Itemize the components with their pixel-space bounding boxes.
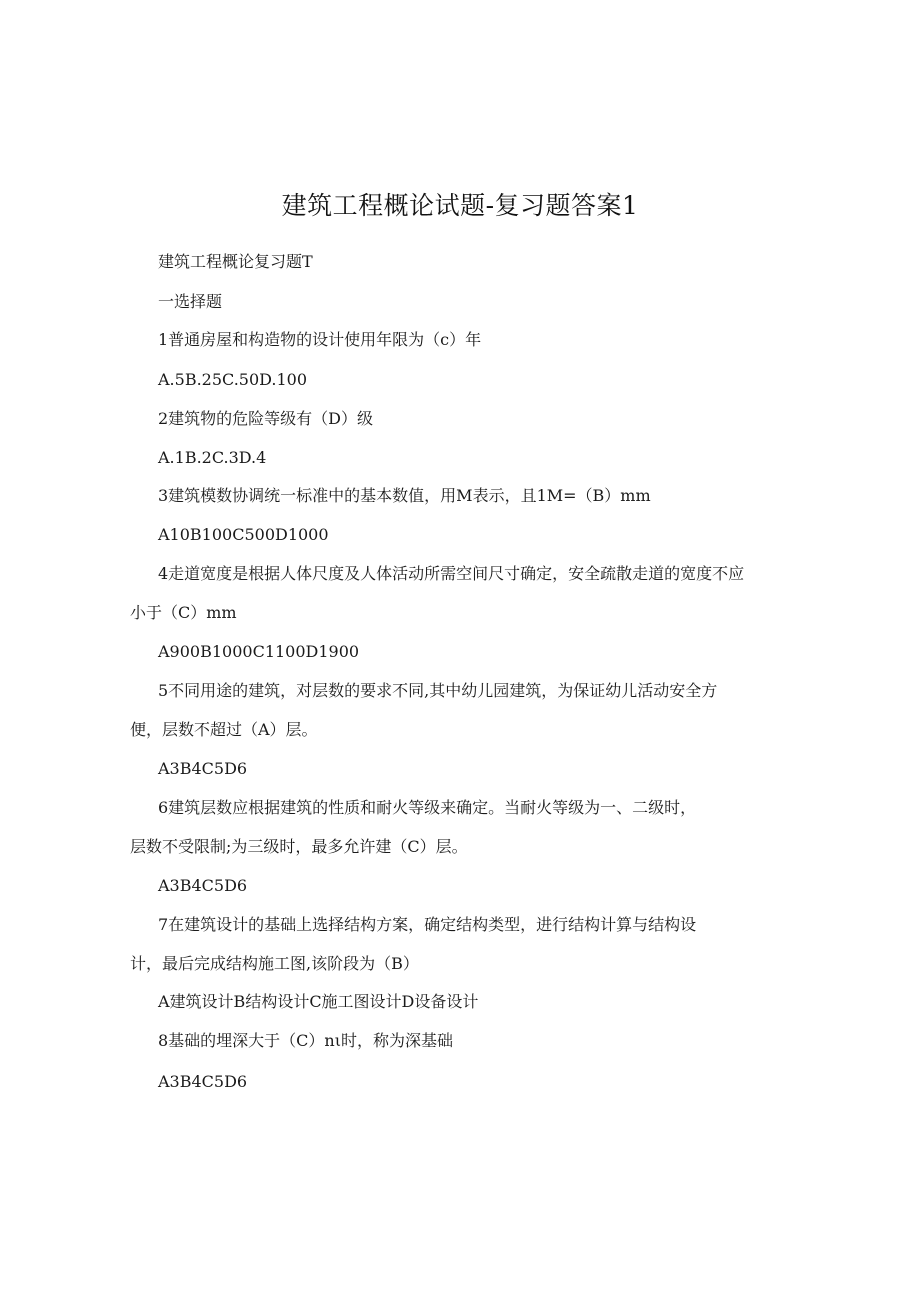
- question-7-options: A建筑设计B结构设计C施工图设计D设备设计: [158, 992, 479, 1011]
- question-2-options: A.1B.2C.3D.4: [158, 448, 267, 467]
- question-8-options: A3B4C5D6: [158, 1072, 248, 1091]
- question-6: 6建筑层数应根据建筑的性质和耐火等级来确定。当耐火等级为一、二级时，: [158, 798, 697, 817]
- question-5-continued: 便，层数不超过（A）层。: [130, 720, 318, 739]
- question-1: 1普通房屋和构造物的设计使用年限为（c）年: [158, 330, 482, 349]
- question-8: 8基础的埋深大于（C）nι时，称为深基础: [158, 1031, 454, 1050]
- question-4-continued: 小于（C）mm: [130, 603, 237, 622]
- section-subheading: 一选择题: [158, 292, 223, 311]
- section-heading: 建筑工程概论复习题T: [158, 252, 313, 271]
- question-6-continued: 层数不受限制;为三级时，最多允许建（C）层。: [130, 837, 468, 856]
- question-3: 3建筑模数协调统一标准中的基本数值，用M表示，且1M=（B）mm: [158, 486, 651, 505]
- question-5-options: A3B4C5D6: [158, 759, 248, 778]
- question-7: 7在建筑设计的基础上选择结构方案，确定结构类型，进行结构计算与结构设: [158, 915, 697, 934]
- question-4: 4走道宽度是根据人体尺度及人体活动所需空间尺寸确定，安全疏散走道的宽度不应: [158, 564, 745, 583]
- question-2: 2建筑物的危险等级有（D）级: [158, 409, 374, 428]
- document-title: 建筑工程概论试题-复习题答案1: [281, 191, 639, 220]
- question-1-options: A.5B.25C.50D.100: [158, 370, 308, 389]
- question-6-options: A3B4C5D6: [158, 876, 248, 895]
- question-4-options: A900B1000C1100D1900: [158, 642, 360, 661]
- question-3-options: A10B100C500D1000: [158, 525, 329, 544]
- question-7-continued: 计，最后完成结构施工图,该阶段为（B）: [130, 954, 419, 973]
- question-5: 5不同用途的建筑，对层数的要求不同,其中幼儿园建筑，为保证幼儿活动安全方: [158, 681, 718, 700]
